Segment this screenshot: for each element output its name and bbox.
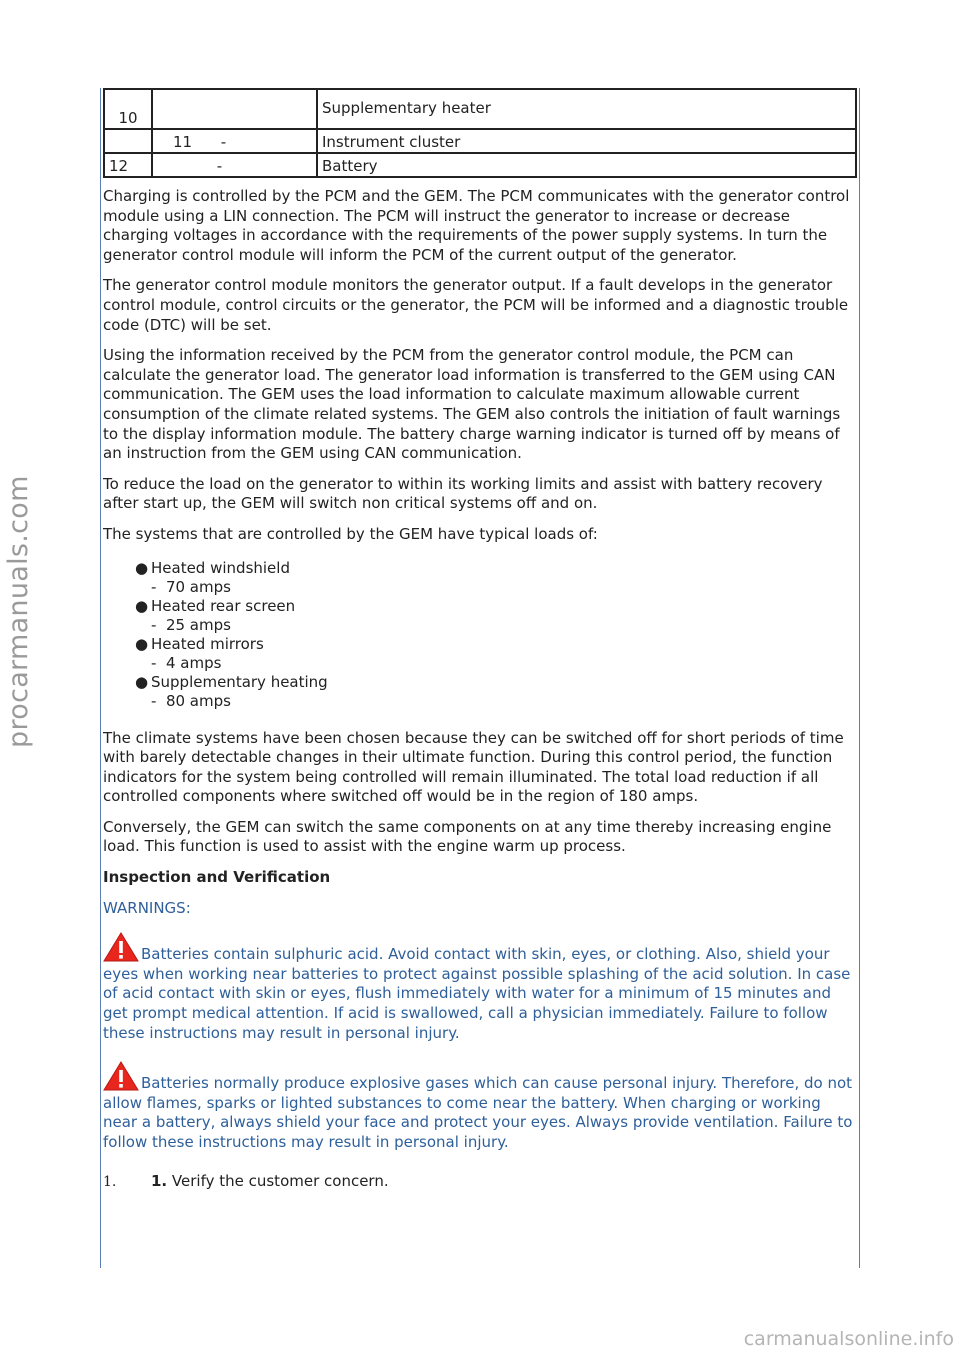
loads-list xyxy=(103,559,857,711)
load-value: - 4 amps xyxy=(151,653,222,672)
list-item xyxy=(135,559,857,597)
bullet-icon: ● xyxy=(135,672,149,691)
side-watermark: procarmanuals.com xyxy=(3,475,34,748)
step-bold-number: 1. xyxy=(151,1171,168,1190)
document-page xyxy=(100,88,860,1268)
bullet-icon: ● xyxy=(135,558,149,577)
load-name: Heated windshield xyxy=(151,558,290,577)
table-cell-dash xyxy=(152,89,317,129)
step-number: 1. xyxy=(103,1173,117,1190)
table-cell-label: Battery xyxy=(317,153,856,177)
step-text: Verify the customer concern. xyxy=(167,1171,389,1190)
table-row xyxy=(104,129,856,153)
table-cell-dash: 11 - xyxy=(152,129,317,153)
load-name: Heated mirrors xyxy=(151,634,264,653)
load-value: - 80 amps xyxy=(151,691,231,710)
table-cell-label: Supplementary heater xyxy=(317,89,856,129)
warning-acid xyxy=(103,932,857,1043)
list-item xyxy=(135,635,857,673)
table-row xyxy=(104,89,856,129)
table-cell-id: 10 xyxy=(104,89,152,129)
paragraph-monitoring: The generator control module monitors the generator output. If a fault develops in the generator control module, control circuits or the generator, the PCM will be informed and a diagnostic trouble code (DTC) will be set. xyxy=(103,276,849,334)
warnings-title: WARNINGS: xyxy=(103,898,191,917)
table-row xyxy=(104,153,856,177)
table-cell-dash: - xyxy=(152,153,317,177)
parts-table xyxy=(103,88,857,178)
warning-gases xyxy=(103,1061,857,1152)
list-item xyxy=(135,673,857,711)
table-cell-id xyxy=(104,129,152,153)
load-value: - 70 amps xyxy=(151,577,231,596)
warning-acid-text: Batteries contain sulphuric acid. Avoid contact with skin, eyes, or clothing. Also, shield your eyes when working near batteries to protect against possible splashing of the acid solution. In case of acid contact with skin or eyes, flush immediately with water for a minimum of 15 minutes and get prompt medical attention. If acid is swallowed, call a physician immediately. Failure to follow these instructions may result in personal injury. xyxy=(103,945,851,1042)
load-name: Heated rear screen xyxy=(151,596,296,615)
table-cell-id: 12 xyxy=(104,153,152,177)
paragraph-conversely: Conversely, the GEM can switch the same components on at any time thereby increasing engine load. This function is used to assist with the engine warm up process. xyxy=(103,817,832,856)
list-item xyxy=(135,597,857,635)
warning-triangle-icon xyxy=(103,1061,139,1091)
step-1 xyxy=(103,1171,857,1192)
warning-triangle-icon xyxy=(103,932,139,962)
warning-gases-text: Batteries normally produce explosive gases which can cause personal injury. Therefore, do not allow flames, sparks or lighted substances to come near the battery. When charging or working near a battery, always shield your face and protect your eyes. Always provide ventilation. Failure to follow these instructions may result in personal injury. xyxy=(103,1074,853,1151)
paragraph-climate-systems: The climate systems have been chosen because they can be switched off for short periods of time with barely detectable changes in their ultimate function. During this control period, the function indicators for the system being controlled will remain illuminated. The total load reduction if all controlled components where switched off would be in the region of 180 amps. xyxy=(103,728,844,806)
footer-watermark: carmanualsonline.info xyxy=(743,1328,954,1350)
document-content xyxy=(103,88,857,1192)
paragraph-load: Using the information received by the PCM from the generator control module, the PCM can calculate the generator load. The generator load information is transferred to the GEM using CAN communication. The GEM uses the load information to calculate maximum allowable current consumption of the climate related systems. The GEM also controls the initiation of fault warnings to the display information module. The battery charge warning indicator is turned off by means of an instruction from the GEM using CAN communication. xyxy=(103,346,841,463)
load-name: Supplementary heating xyxy=(151,672,328,691)
section-heading: Inspection and Verification xyxy=(103,868,331,887)
paragraph-reduce-load: To reduce the load on the generator to within its working limits and assist with battery recovery after start up, the GEM will switch non critical systems off and on. xyxy=(103,474,823,513)
paragraph-systems-intro: The systems that are controlled by the GEM have typical loads of: xyxy=(103,524,598,543)
paragraph-charging: Charging is controlled by the PCM and the GEM. The PCM communicates with the generator control module using a LIN connection. The PCM will instruct the generator to increase or decrease charging voltages in accordance with the requirements of the power supply systems. In turn the generator control module will inform the PCM of the current output of the generator. xyxy=(103,187,850,264)
bullet-icon: ● xyxy=(135,596,149,615)
bullet-icon: ● xyxy=(135,634,149,653)
table-cell-label: Instrument cluster xyxy=(317,129,856,153)
load-value: - 25 amps xyxy=(151,615,231,634)
